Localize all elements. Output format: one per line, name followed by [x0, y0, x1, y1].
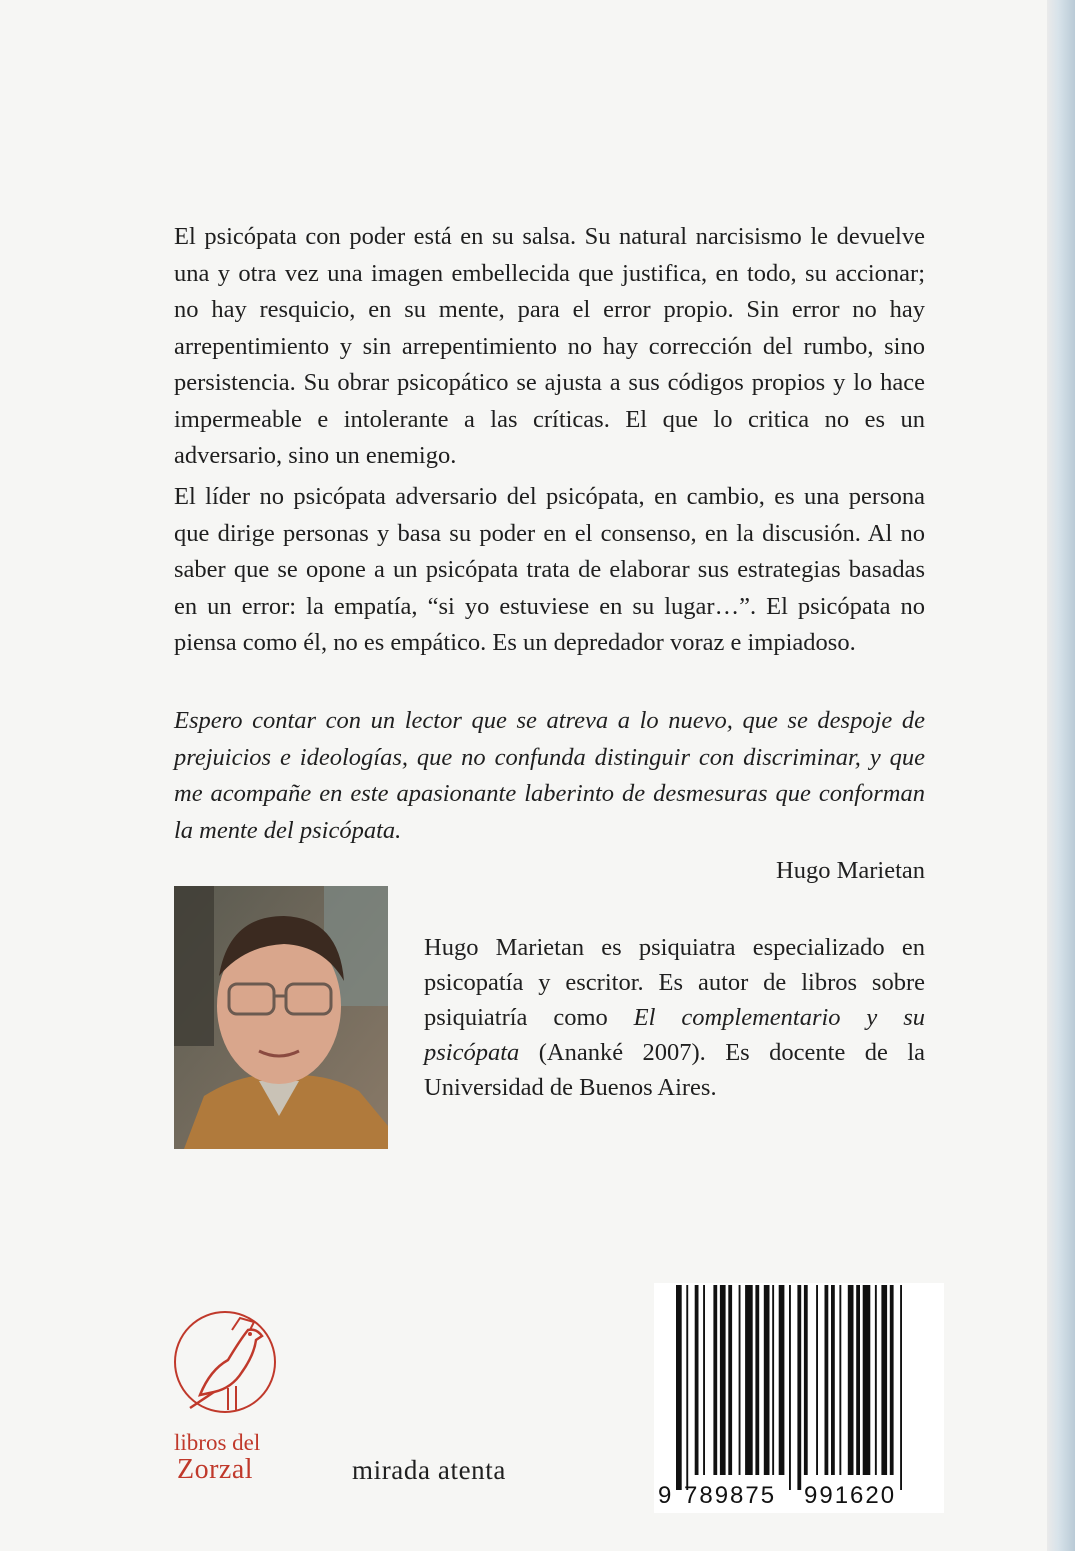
author-bio-text-1: Hugo Marietan es psiquiatra especializado en psicopatía y escritor. Es autor de libros sobre psiquiatría como: [424, 934, 925, 1031]
barcode-bar: [848, 1285, 854, 1475]
publisher-name-line-2: Zorzal: [177, 1454, 254, 1485]
barcode-bar: [890, 1285, 894, 1475]
barcode-bar: [856, 1285, 860, 1475]
back-cover-paragraph-1: El psicópata con poder está en su salsa. Su natural narcisismo le devuelve una y otra vez una imagen embellecida que justifica, en todo, su accionar; no hay resquicio, en su mente, para el error propio. Sin error no hay arrepentimiento y sin arrepentimiento no hay corrección del rumbo, sino persistencia. Su obrar psicopático se ajusta a sus códigos propios y lo hace impermeable e intolerante a las críticas. El que lo critica no es un adversario, sino un enemigo.: [174, 223, 925, 469]
barcode-bar: [772, 1285, 774, 1475]
author-bio-text-2: (Ananké 2007). Es docente de la Universidad de Buenos Aires.: [424, 1039, 925, 1101]
barcode-bar: [739, 1285, 741, 1475]
barcode-bar: [745, 1285, 753, 1475]
barcode-bar: [881, 1285, 887, 1475]
author-bio: [424, 930, 925, 1105]
barcode-bar: [676, 1285, 682, 1490]
barcode-bar: [825, 1285, 829, 1475]
barcode-bar: [831, 1285, 835, 1475]
barcode-bar: [686, 1285, 688, 1490]
barcode-bar: [779, 1285, 785, 1475]
back-cover-paragraph-3: Espero contar con un lector que se atreva a lo nuevo, que se despoje de prejuicios e ideologías, que no confunda distinguir con discriminar, y que me acompañe en este apasionante laberinto de desmesuras que conforman la mente del psicópata.: [174, 707, 925, 844]
barcode-bar: [703, 1285, 705, 1475]
barcode-bar: [804, 1285, 808, 1475]
barcode-bar: [797, 1285, 801, 1490]
barcode-bar: [728, 1285, 732, 1475]
barcode-bar: [900, 1285, 902, 1490]
collection-name: mirada atenta: [352, 1455, 506, 1485]
back-cover-paragraph-2: El líder no psicópata adversario del psicópata, en cambio, es una persona que dirige personas y basa su poder en el consenso, en la discusión. Al no saber que se opone a un psicópata trata de elaborar sus estrategias basadas en un error: la empatía, “si yo estuviese en su lugar…”. El psicópata no piensa como él, no es empático. Es un depredador voraz e impiadoso.: [174, 483, 925, 656]
barcode-digits-group-2: 991620: [804, 1482, 897, 1509]
barcode-bar: [764, 1285, 770, 1475]
cover-edge: [1047, 0, 1075, 1551]
barcode-bar: [875, 1285, 877, 1475]
barcode-bar: [839, 1285, 841, 1475]
publisher-name-line-1: libros del: [174, 1430, 261, 1455]
barcode-digits-group-1: 789875: [684, 1482, 777, 1509]
barcode-bar: [695, 1285, 699, 1475]
barcode-bar: [720, 1285, 726, 1475]
barcode-bar: [789, 1285, 791, 1490]
author-signature: Hugo Marietan: [776, 857, 925, 884]
barcode-bar: [816, 1285, 818, 1475]
author-photo: [174, 886, 388, 1149]
barcode-bar: [863, 1285, 871, 1475]
barcode-bar: [713, 1285, 717, 1475]
book-title: El complementario y su psicópata: [424, 1004, 925, 1066]
barcode-bar: [755, 1285, 759, 1475]
barcode: [654, 1283, 944, 1513]
barcode-digit-first: 9: [658, 1482, 672, 1509]
